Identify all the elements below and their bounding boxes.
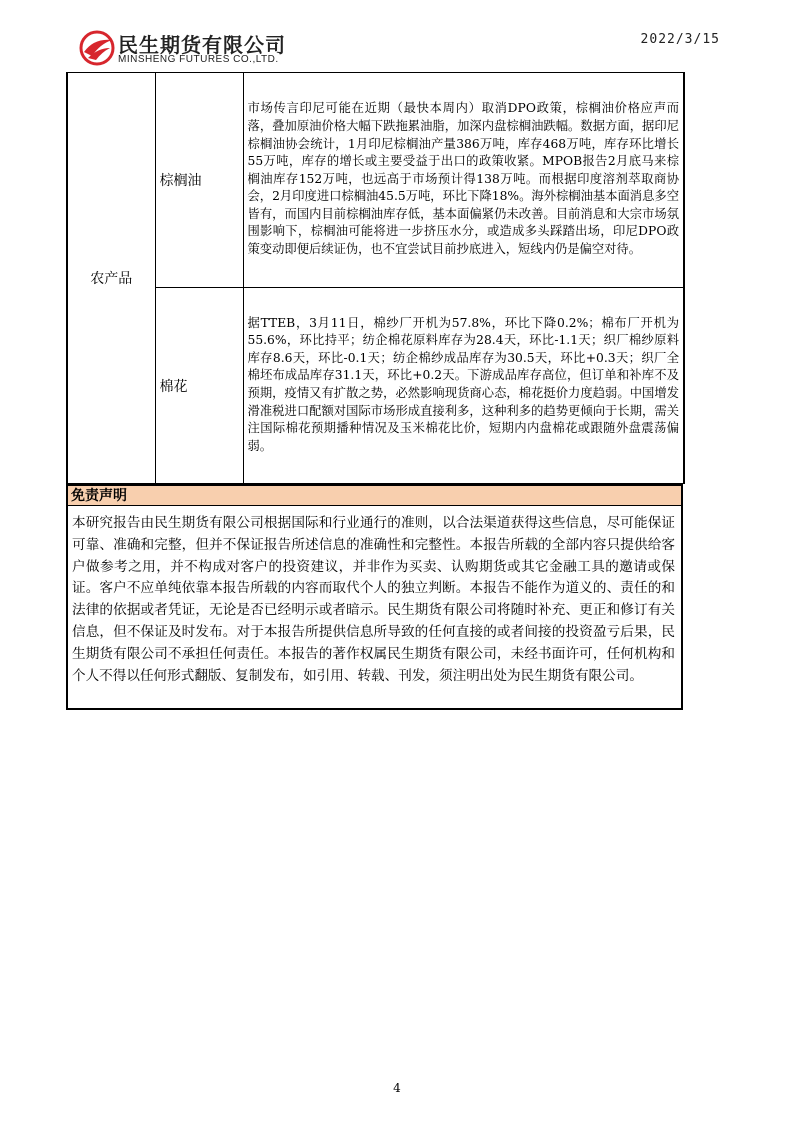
minsheng-logo-icon — [78, 30, 116, 66]
product-name: 棕榈油 — [155, 73, 243, 288]
commodity-table — [66, 72, 683, 484]
product-name: 棉花 — [155, 288, 243, 484]
product-analysis: 市场传言印尼可能在近期（最快本周内）取消DPO政策，棕榈油价格应声而落，叠加原油价格大幅下跌拖累油脂，加深内盘棕榈油跌幅。数据方面，据印尼棕榈油协会统计，1月印尼棕榈油产量386万吨，库存468万吨，库存环比增长55万吨，库存的增长或主要受益于出口的政策收紧。MPOB报告2月底马来棕榈油库存152万吨，也远高于市场预计得138万吨。而根据印度溶剂萃取商协会，2月印度进口棕榈油45.5万吨，环比下降18%。海外棕榈油基本面消息多空皆有，而国内目前棕榈油库存低，基本面偏紧仍未改善。目前消息和大宗市场氛围影响下，棕榈油可能将进一步挤压水分，或造成多头踩踏出场，印尼DPO政策变动即便后续证伪，也不宜尝试目前抄底进入，短线内仍是偏空对待。 — [243, 73, 684, 288]
table-row — [67, 73, 684, 288]
company-name-en: MINSHENG FUTURES CO.,LTD. — [118, 54, 279, 65]
category-cell: 农产品 — [67, 73, 155, 484]
table-row — [67, 288, 684, 484]
page-number: 4 — [393, 1081, 401, 1095]
company-name-cn: 民生期货有限公司 — [118, 33, 286, 57]
disclaimer-title: 免责声明 — [66, 484, 683, 506]
product-analysis: 据TTEB，3月11日，棉纱厂开机为57.8%，环比下降0.2%；棉布厂开机为55.6%，环比持平；纺企棉花原料库存为28.4天，环比-1.1天；织厂棉纱原料库存8.6天，环比-0.1天；纺企棉纱成品库存为30.5天，环比+0.3天；织厂全棉坯布成品库存31.1天，环比+0.2天。下游成品库存高位，但订单和补库不及预期，疫情又有扩散之势，必然影响现货商心态，棉花挺价力度趋弱。中国增发滑准税进口配额对国际市场形成直接利多，这种利多的趋势更倾向于长期，需关注国际棉花预期播种情况及玉米棉花比价，短期内内盘棉花或跟随外盘震荡偏弱。 — [243, 288, 684, 484]
report-date: 2022/3/15 — [640, 32, 720, 47]
page-header — [78, 26, 720, 74]
disclaimer-body: 本研究报告由民生期货有限公司根据国际和行业通行的准则，以合法渠道获得这些信息，尽可能保证可靠、准确和完整，但并不保证报告所述信息的准确性和完整性。本报告所载的全部内容只提供给客户做参考之用，并不构成对客户的投资建议，并非作为买卖、认购期货或其它金融工具的邀请或保证。客户不应单纯依靠本报告所载的内容而取代个人的独立判断。本报告不能作为道义的、责任的和法律的依据或者凭证，无论是否已经明示或者暗示。民生期货有限公司将随时补充、更正和修订有关信息，但不保证及时发布。对于本报告所提供信息所导致的任何直接的或者间接的投资盈亏后果，民生期货有限公司不承担任何责任。本报告的著作权属民生期货有限公司，未经书面许可，任何机构和个人不得以任何形式翻版、复制发布，如引用、转载、刊发，须注明出处为民生期货有限公司。 — [66, 506, 683, 710]
